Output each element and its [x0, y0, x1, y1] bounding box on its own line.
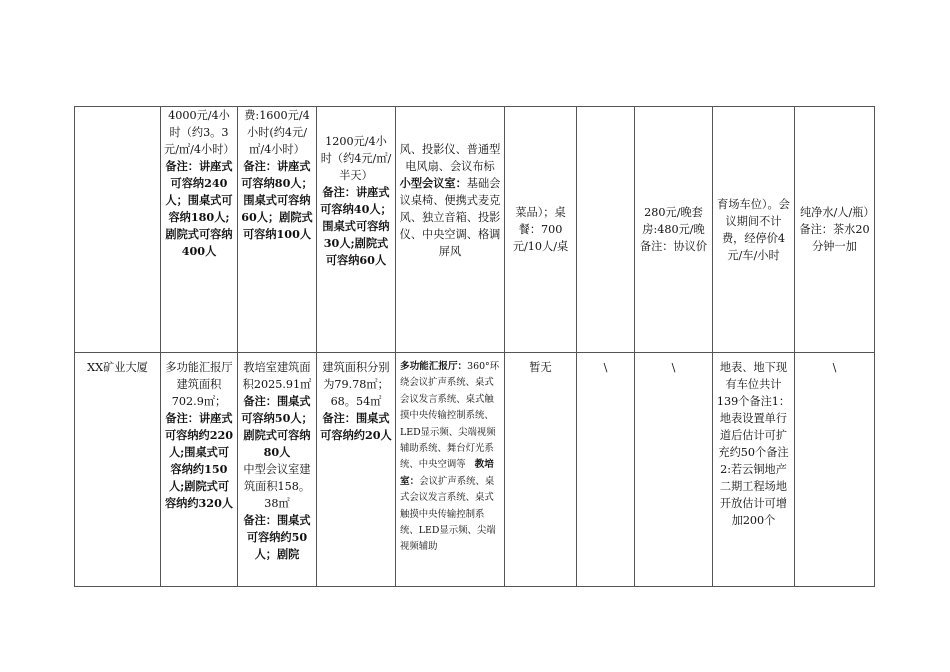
table-row [75, 353, 875, 587]
equipment-label: 小型会议室： [399, 176, 467, 190]
equipment-text: 风、投影仪、普通型电风扇、会议布标 [399, 143, 501, 173]
table-row [75, 107, 875, 353]
medium-hall-area: 中型会议室建筑面积158。38㎡ [243, 463, 311, 510]
rooms-cell: \ [635, 353, 713, 587]
tea-cell: 纯净水/人/瓶）备注：茶水20分钟一加 [795, 107, 875, 353]
small-hall-cell [317, 107, 396, 353]
medium-hall-cell [238, 353, 317, 587]
large-hall-cell [161, 107, 238, 353]
col6-cell: \ [577, 353, 635, 587]
equipment-label: 多功能汇报厅： [400, 361, 468, 372]
small-hall-note: 备注：讲座式可容纳40人；围桌式可容纳30人;剧院式可容纳60人 [320, 185, 392, 267]
large-hall-price: 4000元/4小时（约3。3元/㎡/4小时） [164, 109, 235, 156]
col6-cell [577, 107, 635, 353]
parking-cell: 地表、地下现有车位共计139个备注1：地表设置单行道后估计可扩充约50个备注2:若云铜地产二期工程场地开放估计可增加200个 [713, 353, 795, 587]
equipment-label-2: 教培室： [400, 459, 494, 487]
catering-cell: 暂无 [505, 353, 577, 587]
medium-hall-price: 费:1600元/4小时(约4元/㎡/4小时） [244, 109, 310, 156]
small-hall-note: 备注：围桌式可容纳约20人 [320, 411, 392, 442]
medium-hall-note: 备注：围桌式可容纳约50人；剧院 [243, 513, 311, 561]
small-hall-area: 建筑面积分别为79.78㎡；68。54㎡ [322, 361, 390, 408]
venue-name-cell [75, 107, 161, 353]
equipment-text: 360°环绕会议扩声系统、桌式会议发言系统、桌式触摸中央传输控制系统、LED显示频、尖端视频辅助系统、舞台灯光系统、中央空调等 [400, 361, 500, 471]
venue-name-cell: XX矿业大厦 [75, 353, 161, 587]
tea-cell: \ [795, 353, 875, 587]
training-room-note: 备注：围桌式可容纳50人；剧院式可容纳80人 [241, 394, 313, 459]
small-hall-price: 1200元/4小时（约4元/㎡/半天） [320, 135, 392, 182]
small-hall-cell [317, 353, 396, 587]
large-hall-area: 多功能汇报厅建筑面积702.9㎡； [165, 361, 233, 408]
large-hall-note: 备注：讲座式可容纳240人；围桌式可容纳180人;剧院式可容纳400人 [165, 159, 233, 258]
training-room-area: 教培室建筑面积2025.91㎡ [242, 361, 312, 391]
medium-hall-cell [238, 107, 317, 353]
large-hall-cell [161, 353, 238, 587]
rooms-cell: 280元/晚套房:480元/晚备注：协议价 [635, 107, 713, 353]
equipment-text-2: 会议扩声系统、桌式会议发言系统、桌式触摸中央传输控制系统、LED显示频、尖端视频辅助 [400, 475, 496, 553]
catering-cell: 菜品）；桌餐：700元/10人/桌 [505, 107, 577, 353]
equipment-cell [396, 353, 505, 587]
large-hall-note: 备注：讲座式可容纳约220人;围桌式可容纳约150人;剧院式可容纳约320人 [164, 411, 234, 510]
parking-cell: 育场车位）。会议期间不计费，经停价4元/车/小时 [713, 107, 795, 353]
equipment-cell [396, 107, 505, 353]
equipment-text-2: 基础会议桌椅、便携式麦克风、独立音箱、投影仪、中央空调、格调屏风 [399, 177, 501, 258]
venue-table [74, 106, 875, 587]
medium-hall-note: 备注：讲座式可容纳80人；围桌式可容纳60人；剧院式可容纳100人 [241, 159, 313, 241]
